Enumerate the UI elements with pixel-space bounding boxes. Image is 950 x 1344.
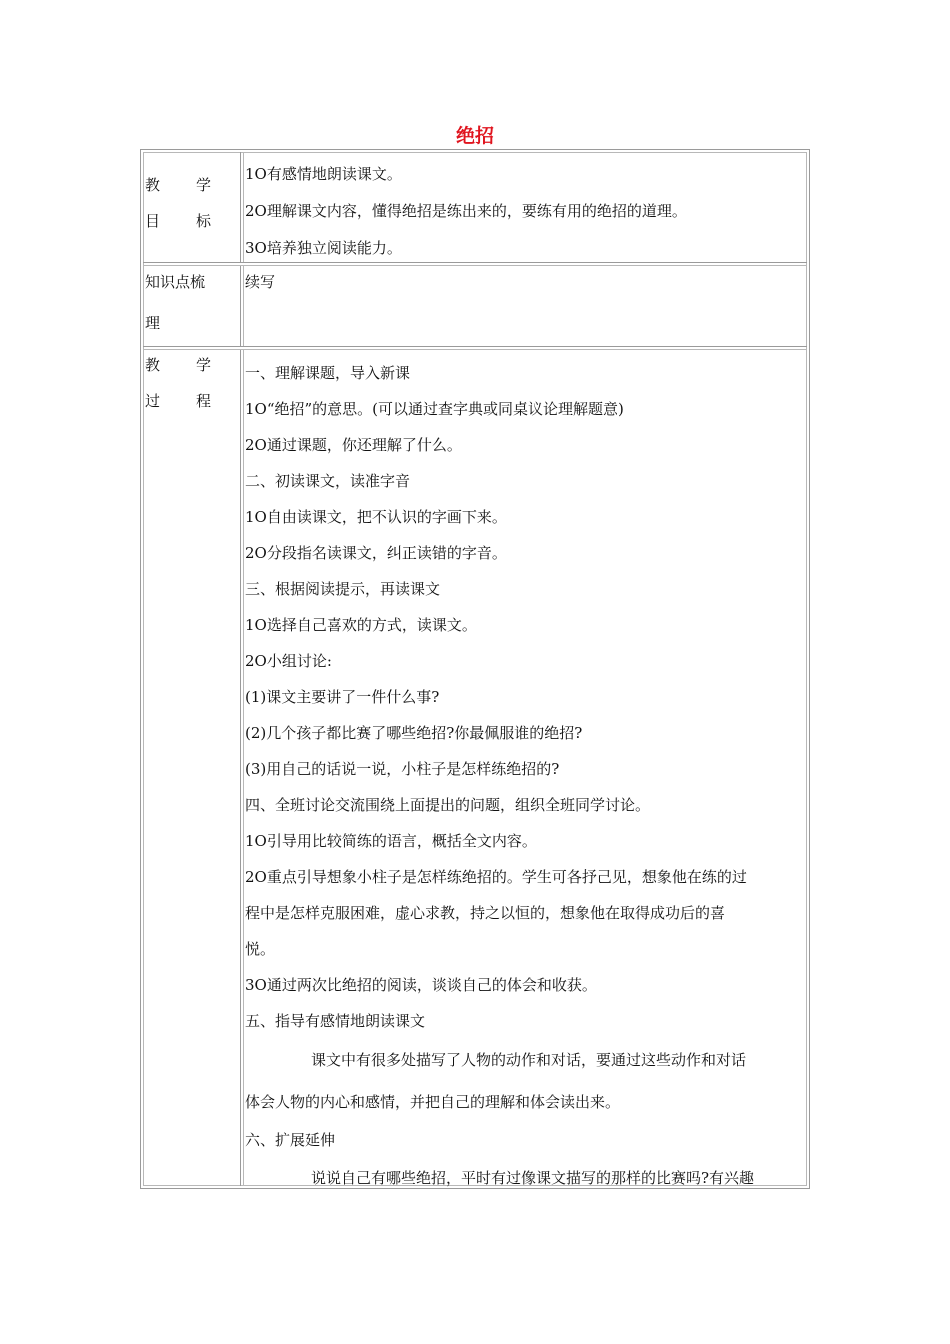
process-line: 3О通过两次比绝招的阅读，谈谈自己的体会和收获。 bbox=[245, 976, 597, 994]
process-line: 五、指导有感情地朗读课文 bbox=[245, 1012, 426, 1030]
objective-item: 2О理解课文内容，懂得绝招是练出来的，要练有用的绝招的道理。 bbox=[245, 202, 687, 220]
process-line: 1О选择自己喜欢的方式，读课文。 bbox=[245, 616, 477, 634]
process-line: 2О重点引导想象小柱子是怎样练绝招的。学生可各抒己见，想象他在练的过 bbox=[245, 868, 747, 886]
objective-item: 1О有感情地朗读课文。 bbox=[245, 165, 402, 183]
column-divider bbox=[240, 152, 244, 262]
process-line: 三、根据阅读提示，再读课文 bbox=[245, 580, 441, 598]
row-label-process: 教 学 过 程 bbox=[145, 356, 211, 410]
process-line: 1О引导用比较简练的语言，概括全文内容。 bbox=[245, 832, 537, 850]
process-line: (1)课文主要讲了一件什么事? bbox=[245, 688, 440, 706]
process-line: 体会人物的内心和感情，并把自己的理解和体会读出来。 bbox=[245, 1093, 621, 1111]
process-line: 二、初读课文，读准字音 bbox=[245, 472, 411, 490]
process-line: 四、全班讨论交流围绕上面提出的问题，组织全班同学讨论。 bbox=[245, 796, 651, 814]
process-line: (3)用自己的话说一说，小柱子是怎样练绝招的? bbox=[245, 760, 560, 778]
process-line: (2)几个孩子都比赛了哪些绝招?你最佩服谁的绝招? bbox=[245, 724, 583, 742]
process-line: 一、理解课题，导入新课 bbox=[245, 364, 411, 382]
row-label-knowledge: 知识点梳 理 bbox=[145, 273, 206, 332]
process-line: 1О“绝招”的意思。(可以通过查字典或同桌议论理解题意) bbox=[245, 400, 624, 418]
process-line: 悦。 bbox=[245, 940, 276, 958]
process-line: 程中是怎样克服困难，虚心求教，持之以恒的，想象他在取得成功后的喜 bbox=[245, 904, 726, 922]
process-line: 课文中有很多处描写了人物的动作和对话，要通过这些动作和对话 bbox=[311, 1051, 747, 1069]
process-line: 六、扩展延伸 bbox=[245, 1131, 336, 1149]
process-line: 2О分段指名读课文，纠正读错的字音。 bbox=[245, 544, 507, 562]
column-divider bbox=[240, 350, 244, 1186]
process-line: 说说自己有哪些绝招，平时有过像课文描写的那样的比赛吗?有兴趣 bbox=[311, 1169, 755, 1187]
objectives-content bbox=[245, 156, 807, 267]
row-divider bbox=[143, 346, 807, 350]
column-divider bbox=[240, 266, 244, 346]
knowledge-item: 续写 bbox=[245, 273, 276, 291]
process-line: 2О通过课题，你还理解了什么。 bbox=[245, 436, 462, 454]
process-content bbox=[245, 355, 807, 1198]
row-label-objectives: 教 学 目 标 bbox=[145, 176, 211, 230]
process-line: 1О自由读课文，把不认识的字画下来。 bbox=[245, 508, 507, 526]
process-line: 2О小组讨论: bbox=[245, 652, 332, 670]
document-title: 绝招 bbox=[455, 125, 494, 147]
knowledge-content bbox=[245, 272, 807, 292]
objective-item: 3О培养独立阅读能力。 bbox=[245, 239, 402, 257]
